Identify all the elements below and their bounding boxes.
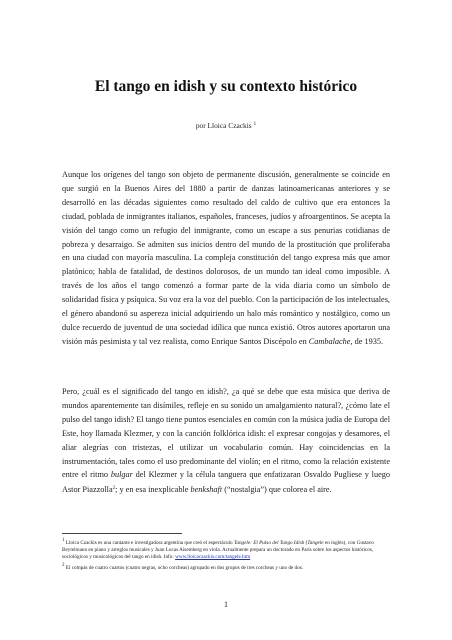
paragraph-1-text-b: , de 1935. [350, 336, 384, 346]
paragraph-1-italic-cambalache: Cambalache [308, 336, 351, 346]
paragraph-2 [62, 385, 390, 497]
footnote-divider [62, 533, 182, 534]
author-line [0, 121, 452, 130]
footnote-2 [62, 562, 390, 572]
author-name: Lloica Czackis [207, 121, 252, 130]
paragraph-1-text-a: Aunque los orígenes del tango son objeto de permanente discusión, generalmente se coincide en que surgió en la Buenos Aires del 1880 a partir de danzas latinoamericanas anteriores y se desarrolló en las décadas siguientes como resultado del caldo de cultivo que era entonces la ciudad, poblada de inmigrantes italianos, españoles, franceses, judíos y afroargentinos. Se acepta la visión del tango como un refugio del inmigrante, como un escape a sus penurias cotidianas de pobreza y desarraigo. Se admiten sus inicios dentro del mundo de la prostitución que proliferaba en una ciudad con mayoría masculina. La compleja constitución del tango expresa más que amor platónico; habla de fatalidad, de destinos dolorosos, de un mundo tan ideal como imposible. A través de los años el tango comenzó a formar parte de la vida diaria como un símbolo de solidaridad física y psíquica. Su voz era la voz del pueblo. Con la participación de los intelectuales, el género abandonó su aspereza inicial adquiriendo un halo más romántico y nostálgico, como un dulce recuerdo de juventud de una sociedad idílica que nunca existió. Otros autores aportaron una visión más pesimista y tal vez realista, como Enrique Santos Discépolo en [62, 170, 390, 346]
footnote-2-text: El compás de cuatro cuartos (cuatro negras, ocho corcheas) agrupado en dos grupos de tres corcheas y uno de dos. [64, 565, 304, 572]
paragraph-1 [62, 168, 390, 349]
author-prefix: por [195, 121, 206, 130]
footnote-ref-1: 1 [253, 122, 257, 127]
footnote-1-text-a: Lloica Czackis es una cantante e investigadora argentina que creó el espectáculo [64, 540, 234, 546]
footnote-1-italic-b: Tangele [307, 540, 324, 546]
document-title: El tango en idish y su contexto histórico [94, 78, 358, 95]
paragraph-2-text-b: del Klezmer y la célula tanguera que enfatizaran Osvaldo Pugliese y luego Astor Piazzolla [62, 470, 390, 495]
paragraph-2-text-d: (“nostalgia”) que colorea el aire. [222, 485, 332, 495]
footnote-1-link[interactable]: www.lloicaczackis.com/tangele.htm [175, 554, 251, 561]
footnote-1-italic-a: Tangele: El Pulso del Tango Idish [233, 540, 305, 546]
footnote-1-number: 1 [62, 538, 65, 543]
footnote-1-text-b: ( [304, 540, 308, 546]
footnote-2-number: 2 [62, 563, 65, 569]
footnote-1 [62, 537, 390, 561]
page-number: 1 [224, 600, 228, 609]
footnotes-section [62, 533, 390, 573]
paragraph-2-text-a: Pero, ¿cuál es el significado del tango en idish?, ¿a qué se debe que esta música que deriva de mundos aparentemente tan disímiles, refleje en su sonido un amalgamiento natural?, ¿cómo late el pulso del tango idish? El tango tiene puntos esenciales en común con la música judía de Europa del Este, hoy llamada Klezmer, y con la canción folklórica idish: el expresar congojas y desamores, el aliar alegrías con tristezas, el utilizar un vocabulario común. Hay coincidencias en la instrumentación, tales como el uso predominante del violín; en el ritmo, como la relación existente entre el ritmo [62, 387, 390, 480]
paragraph-2-italic-benkshaft: benkshaft [190, 485, 223, 495]
footnote-1-text-c: en inglés), con Gustavo Beytelmann en piano y arreglos musicales y Juan Lucas Aisemberg en viola. Actualmente prepara un doctorado en París sobre los aspectos históricos, sociológicos y musicológicos del tango en idish. Info: [62, 540, 374, 561]
paragraph-2-italic-bulgar: bulgar [110, 470, 133, 480]
paragraph-2-text-c: ; y en esa inexplicable [115, 485, 191, 495]
footnote-ref-2: 2 [112, 486, 116, 492]
